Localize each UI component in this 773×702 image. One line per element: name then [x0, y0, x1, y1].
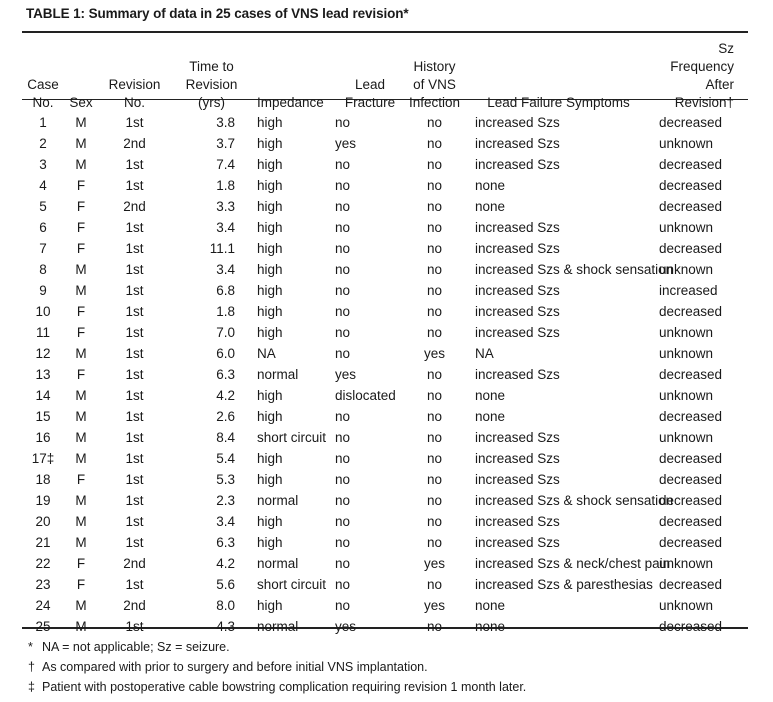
- table-row: [22, 217, 748, 238]
- cell-sz-frequency-after-revision: decreased: [659, 178, 723, 193]
- top-rule: [22, 31, 748, 33]
- cell-sex: F: [76, 367, 86, 382]
- cell-case-no: 6: [39, 220, 47, 235]
- cell-sex: M: [75, 430, 87, 445]
- cell-sz-frequency-after-revision: decreased: [659, 514, 723, 529]
- table-row: [22, 595, 748, 616]
- cell-revision-no: 1st: [125, 472, 144, 487]
- cell-sex: F: [76, 304, 86, 319]
- cell-lead-failure-symptoms: none: [475, 199, 506, 214]
- cell-lead-fracture: no: [335, 451, 351, 466]
- cell-sz-frequency-after-revision: unknown: [659, 598, 714, 613]
- cell-case-no: 4: [39, 178, 47, 193]
- cell-case-no: 24: [35, 598, 51, 613]
- cell-revision-no: 1st: [125, 262, 144, 277]
- cell-revision-no: 2nd: [123, 598, 146, 613]
- cell-time-to-revision: 6.3: [216, 535, 235, 550]
- cell-case-no: 19: [35, 493, 51, 508]
- cell-lead-fracture: dislocated: [335, 388, 396, 403]
- cell-lead-fracture: yes: [335, 367, 357, 382]
- cell-lead-fracture: no: [335, 115, 351, 130]
- cell-case-no: 22: [35, 556, 51, 571]
- cell-lead-fracture: no: [335, 409, 351, 424]
- column-header-line: After: [705, 77, 734, 92]
- column-header-history-of-vns-infection: [405, 40, 464, 112]
- cell-history-of-vns-infection: no: [426, 577, 443, 592]
- table-row: [22, 322, 748, 343]
- cell-time-to-revision: 6.3: [216, 367, 235, 382]
- cell-impedance: high: [257, 283, 283, 298]
- cell-time-to-revision: 3.4: [216, 262, 235, 277]
- column-header-line: Lead Failure Symptoms: [487, 95, 630, 110]
- footnote: [28, 637, 526, 657]
- cell-time-to-revision: 7.0: [216, 325, 235, 340]
- cell-revision-no: 1st: [125, 283, 144, 298]
- cell-time-to-revision: 3.4: [216, 514, 235, 529]
- cell-revision-no: 2nd: [123, 136, 146, 151]
- cell-lead-fracture: no: [335, 283, 351, 298]
- table-row: [22, 133, 748, 154]
- column-header-case-no: [22, 40, 64, 112]
- cell-sex: M: [75, 493, 87, 508]
- cell-case-no: 13: [35, 367, 51, 382]
- column-header-line: Fracture: [344, 95, 396, 110]
- footnote-symbol: †: [28, 660, 35, 674]
- cell-revision-no: 1st: [125, 388, 144, 403]
- cell-sex: M: [75, 262, 87, 277]
- cell-lead-failure-symptoms: increased Szs: [475, 283, 560, 298]
- column-header-line: Revision†: [674, 95, 734, 110]
- column-header-line: Infection: [408, 95, 461, 110]
- cell-impedance: high: [257, 598, 283, 613]
- table-row: [22, 511, 748, 532]
- cell-lead-fracture: yes: [335, 619, 357, 634]
- cell-lead-fracture: no: [335, 472, 351, 487]
- cell-revision-no: 1st: [125, 514, 144, 529]
- column-header-line: No.: [123, 95, 145, 110]
- table-title: TABLE 1: Summary of data in 25 cases of VNS lead revision*: [26, 6, 409, 21]
- cell-lead-fracture: no: [335, 178, 351, 193]
- column-header-line: No.: [32, 95, 54, 110]
- cell-history-of-vns-infection: no: [426, 262, 443, 277]
- cell-time-to-revision: 2.3: [216, 493, 235, 508]
- cell-case-no: 17‡: [31, 451, 55, 466]
- cell-impedance: NA: [257, 346, 276, 361]
- table-row: [22, 154, 748, 175]
- column-header-time-to-revision: [171, 40, 252, 112]
- cell-impedance: high: [257, 451, 283, 466]
- table-row: [22, 406, 748, 427]
- cell-impedance: high: [257, 262, 283, 277]
- cell-lead-failure-symptoms: increased Szs: [475, 325, 560, 340]
- cell-time-to-revision: 1.8: [216, 304, 235, 319]
- cell-impedance: normal: [257, 619, 299, 634]
- cell-history-of-vns-infection: yes: [423, 346, 445, 361]
- table-row: [22, 301, 748, 322]
- cell-sex: F: [76, 577, 86, 592]
- cell-time-to-revision: 2.6: [216, 409, 235, 424]
- cell-impedance: high: [257, 157, 283, 172]
- cell-time-to-revision: 4.2: [216, 556, 235, 571]
- cell-lead-failure-symptoms: increased Szs & paresthesias: [475, 577, 653, 592]
- cell-revision-no: 2nd: [123, 199, 146, 214]
- cell-revision-no: 1st: [125, 430, 144, 445]
- cell-lead-failure-symptoms: increased Szs: [475, 136, 560, 151]
- table-row: [22, 196, 748, 217]
- cell-impedance: high: [257, 241, 283, 256]
- cell-history-of-vns-infection: no: [426, 367, 443, 382]
- cell-impedance: high: [257, 220, 283, 235]
- cell-lead-fracture: no: [335, 514, 351, 529]
- cell-case-no: 14: [35, 388, 51, 403]
- cell-lead-fracture: no: [335, 241, 351, 256]
- cell-impedance: high: [257, 472, 283, 487]
- cell-lead-fracture: no: [335, 157, 351, 172]
- table-row: [22, 448, 748, 469]
- cell-lead-fracture: no: [335, 262, 351, 277]
- cell-time-to-revision: 11.1: [209, 241, 235, 256]
- cell-time-to-revision: 8.0: [216, 598, 235, 613]
- cell-sex: M: [75, 451, 87, 466]
- cell-revision-no: 1st: [125, 619, 144, 634]
- cell-history-of-vns-infection: no: [426, 430, 443, 445]
- cell-history-of-vns-infection: yes: [423, 598, 445, 613]
- cell-lead-fracture: no: [335, 493, 351, 508]
- cell-sex: F: [76, 220, 86, 235]
- cell-sex: M: [75, 157, 87, 172]
- column-header-lead-failure-symptoms: [464, 40, 653, 112]
- cell-case-no: 20: [35, 514, 51, 529]
- cell-lead-fracture: no: [335, 430, 351, 445]
- cell-history-of-vns-infection: no: [426, 325, 443, 340]
- cell-history-of-vns-infection: yes: [423, 556, 445, 571]
- cell-time-to-revision: 3.3: [216, 199, 235, 214]
- footnote-text: As compared with prior to surgery and before initial VNS implantation.: [42, 660, 428, 674]
- cell-sz-frequency-after-revision: decreased: [659, 493, 723, 508]
- cell-revision-no: 1st: [125, 178, 144, 193]
- cell-sex: M: [75, 346, 87, 361]
- cell-sz-frequency-after-revision: decreased: [659, 619, 723, 634]
- table-row: [22, 343, 748, 364]
- cell-time-to-revision: 3.4: [216, 220, 235, 235]
- cell-lead-failure-symptoms: increased Szs & shock sensation: [475, 262, 674, 277]
- cell-history-of-vns-infection: no: [426, 535, 443, 550]
- cell-sz-frequency-after-revision: decreased: [659, 535, 723, 550]
- footnote-symbol: *: [28, 640, 33, 654]
- cell-revision-no: 1st: [125, 535, 144, 550]
- cell-history-of-vns-infection: no: [426, 220, 443, 235]
- cell-case-no: 12: [35, 346, 51, 361]
- cell-case-no: 15: [35, 409, 51, 424]
- cell-impedance: high: [257, 535, 283, 550]
- cell-history-of-vns-infection: no: [426, 388, 443, 403]
- header-row: [22, 40, 748, 112]
- cell-case-no: 18: [35, 472, 51, 487]
- cell-sex: M: [75, 535, 87, 550]
- cell-lead-failure-symptoms: increased Szs: [475, 157, 560, 172]
- cell-lead-failure-symptoms: increased Szs: [475, 220, 560, 235]
- cell-history-of-vns-infection: no: [426, 136, 443, 151]
- cell-lead-failure-symptoms: increased Szs & shock sensation: [475, 493, 674, 508]
- cell-lead-fracture: no: [335, 598, 351, 613]
- cell-impedance: high: [257, 115, 283, 130]
- table-body: [22, 112, 748, 637]
- cell-sz-frequency-after-revision: decreased: [659, 472, 723, 487]
- footnote: [28, 677, 526, 697]
- cell-lead-failure-symptoms: none: [475, 619, 506, 634]
- cell-lead-fracture: no: [335, 556, 351, 571]
- cell-impedance: normal: [257, 367, 299, 382]
- cell-sex: F: [76, 199, 86, 214]
- column-header-impedance: [252, 40, 335, 112]
- cell-sex: M: [75, 136, 87, 151]
- cell-time-to-revision: 4.2: [216, 388, 235, 403]
- cell-lead-fracture: no: [335, 220, 351, 235]
- cell-sz-frequency-after-revision: decreased: [659, 409, 723, 424]
- cell-case-no: 16: [35, 430, 51, 445]
- cell-revision-no: 1st: [125, 241, 144, 256]
- cell-sz-frequency-after-revision: unknown: [659, 262, 714, 277]
- cell-time-to-revision: 4.3: [216, 619, 235, 634]
- cell-impedance: high: [257, 199, 283, 214]
- cell-sex: M: [75, 619, 87, 634]
- cell-impedance: high: [257, 136, 283, 151]
- table-row: [22, 490, 748, 511]
- cell-lead-fracture: yes: [335, 136, 357, 151]
- cell-history-of-vns-infection: no: [426, 514, 443, 529]
- cell-lead-fracture: no: [335, 304, 351, 319]
- cell-sex: M: [75, 598, 87, 613]
- cell-sz-frequency-after-revision: unknown: [659, 136, 714, 151]
- cell-impedance: high: [257, 304, 283, 319]
- cell-case-no: 21: [35, 535, 51, 550]
- column-header-lead-fracture: [335, 40, 405, 112]
- cell-sex: F: [76, 325, 86, 340]
- cell-revision-no: 1st: [125, 493, 144, 508]
- column-header-line: Impedance: [257, 95, 324, 110]
- cell-lead-fracture: no: [335, 325, 351, 340]
- cell-sz-frequency-after-revision: unknown: [659, 346, 714, 361]
- cell-lead-failure-symptoms: none: [475, 178, 506, 193]
- cell-case-no: 23: [35, 577, 51, 592]
- column-header-line: Sz Frequency: [670, 41, 734, 74]
- column-header-line: Sex: [69, 95, 93, 110]
- table-row: [22, 112, 748, 133]
- cell-lead-failure-symptoms: increased Szs: [475, 535, 560, 550]
- cell-case-no: 9: [39, 283, 47, 298]
- cell-sex: F: [76, 241, 86, 256]
- cell-lead-fracture: no: [335, 346, 351, 361]
- cell-sz-frequency-after-revision: unknown: [659, 430, 714, 445]
- table-row: [22, 175, 748, 196]
- cell-history-of-vns-infection: no: [426, 472, 443, 487]
- cell-impedance: short circuit: [257, 430, 327, 445]
- table-row: [22, 280, 748, 301]
- cell-time-to-revision: 5.3: [216, 472, 235, 487]
- cell-revision-no: 1st: [125, 115, 144, 130]
- column-header-line: History: [413, 59, 456, 74]
- cell-case-no: 25: [35, 619, 51, 634]
- column-header-line: of VNS: [413, 77, 456, 92]
- cell-sz-frequency-after-revision: increased: [659, 283, 718, 298]
- table-row: [22, 364, 748, 385]
- column-header-line: Time to: [189, 59, 234, 74]
- cell-impedance: high: [257, 409, 283, 424]
- cell-lead-failure-symptoms: increased Szs: [475, 304, 560, 319]
- table-row: [22, 238, 748, 259]
- cell-history-of-vns-infection: no: [426, 409, 443, 424]
- cell-sz-frequency-after-revision: decreased: [659, 577, 723, 592]
- cell-lead-failure-symptoms: increased Szs: [475, 241, 560, 256]
- cell-history-of-vns-infection: no: [426, 451, 443, 466]
- footnote-symbol: ‡: [28, 680, 35, 694]
- cell-sz-frequency-after-revision: decreased: [659, 199, 723, 214]
- cell-history-of-vns-infection: no: [426, 157, 443, 172]
- column-header-line: Case: [27, 77, 59, 92]
- cell-sz-frequency-after-revision: decreased: [659, 367, 723, 382]
- cell-impedance: normal: [257, 556, 299, 571]
- cell-history-of-vns-infection: no: [426, 199, 443, 214]
- cell-time-to-revision: 6.8: [216, 283, 235, 298]
- cell-case-no: 2: [39, 136, 47, 151]
- table-row: [22, 616, 748, 637]
- cell-lead-failure-symptoms: none: [475, 388, 506, 403]
- cell-revision-no: 1st: [125, 346, 144, 361]
- cell-lead-failure-symptoms: increased Szs: [475, 115, 560, 130]
- cell-time-to-revision: 6.0: [216, 346, 235, 361]
- cell-case-no: 5: [39, 199, 47, 214]
- column-header-line: Revision (yrs): [185, 77, 238, 110]
- cell-impedance: high: [257, 514, 283, 529]
- cell-sz-frequency-after-revision: unknown: [659, 325, 714, 340]
- cell-sex: F: [76, 472, 86, 487]
- cell-lead-failure-symptoms: increased Szs: [475, 430, 560, 445]
- cell-sex: M: [75, 283, 87, 298]
- cell-time-to-revision: 8.4: [216, 430, 235, 445]
- cell-sex: M: [75, 115, 87, 130]
- footnote-text: NA = not applicable; Sz = seizure.: [42, 640, 230, 654]
- cell-sex: M: [75, 409, 87, 424]
- cell-history-of-vns-infection: no: [426, 283, 443, 298]
- cell-revision-no: 1st: [125, 304, 144, 319]
- cell-revision-no: 1st: [125, 157, 144, 172]
- table-row: [22, 574, 748, 595]
- cell-lead-failure-symptoms: none: [475, 598, 506, 613]
- cell-impedance: normal: [257, 493, 299, 508]
- cell-history-of-vns-infection: no: [426, 241, 443, 256]
- cell-sz-frequency-after-revision: decreased: [659, 304, 723, 319]
- cell-sz-frequency-after-revision: decreased: [659, 241, 723, 256]
- cell-case-no: 8: [39, 262, 47, 277]
- cell-lead-fracture: no: [335, 535, 351, 550]
- cell-impedance: high: [257, 388, 283, 403]
- cell-case-no: 7: [39, 241, 47, 256]
- cell-revision-no: 1st: [125, 577, 144, 592]
- table-row: [22, 469, 748, 490]
- cell-history-of-vns-infection: no: [426, 115, 443, 130]
- cell-case-no: 3: [39, 157, 47, 172]
- cell-lead-failure-symptoms: none: [475, 409, 506, 424]
- cell-time-to-revision: 7.4: [216, 157, 235, 172]
- table-row: [22, 553, 748, 574]
- cell-case-no: 1: [39, 115, 47, 130]
- cell-lead-failure-symptoms: NA: [475, 346, 494, 361]
- cell-time-to-revision: 1.8: [216, 178, 235, 193]
- cell-revision-no: 1st: [125, 220, 144, 235]
- cell-case-no: 11: [35, 325, 50, 340]
- cell-lead-failure-symptoms: increased Szs: [475, 472, 560, 487]
- cell-revision-no: 2nd: [123, 556, 146, 571]
- data-table: [22, 40, 748, 637]
- cell-sex: F: [76, 556, 86, 571]
- cell-revision-no: 1st: [125, 451, 144, 466]
- cell-history-of-vns-infection: no: [426, 619, 443, 634]
- table-row: [22, 385, 748, 406]
- table-row: [22, 427, 748, 448]
- cell-revision-no: 1st: [125, 409, 144, 424]
- cell-history-of-vns-infection: no: [426, 304, 443, 319]
- column-header-line: Revision: [108, 77, 161, 92]
- cell-lead-fracture: no: [335, 577, 351, 592]
- cell-revision-no: 1st: [125, 325, 144, 340]
- cell-history-of-vns-infection: no: [426, 493, 443, 508]
- cell-impedance: high: [257, 178, 283, 193]
- column-header-line: Lead: [354, 77, 386, 92]
- cell-time-to-revision: 3.8: [216, 115, 235, 130]
- cell-history-of-vns-infection: no: [426, 178, 443, 193]
- column-header-sex: [64, 40, 98, 112]
- cell-lead-failure-symptoms: increased Szs & neck/chest pain: [475, 556, 671, 571]
- cell-impedance: high: [257, 325, 283, 340]
- cell-sex: M: [75, 514, 87, 529]
- cell-time-to-revision: 5.4: [216, 451, 235, 466]
- table-row: [22, 259, 748, 280]
- cell-time-to-revision: 5.6: [216, 577, 235, 592]
- column-header-revision-no: [98, 40, 171, 112]
- cell-sz-frequency-after-revision: unknown: [659, 556, 714, 571]
- cell-sz-frequency-after-revision: decreased: [659, 157, 723, 172]
- cell-lead-failure-symptoms: increased Szs: [475, 367, 560, 382]
- cell-lead-fracture: no: [335, 199, 351, 214]
- footnote-text: Patient with postoperative cable bowstring complication requiring revision 1 month later.: [42, 680, 527, 694]
- cell-sz-frequency-after-revision: unknown: [659, 388, 714, 403]
- cell-sz-frequency-after-revision: decreased: [659, 451, 723, 466]
- footnote: [28, 657, 526, 677]
- cell-lead-failure-symptoms: increased Szs: [475, 514, 560, 529]
- cell-revision-no: 1st: [125, 367, 144, 382]
- cell-sz-frequency-after-revision: decreased: [659, 115, 723, 130]
- cell-sex: M: [75, 388, 87, 403]
- cell-sz-frequency-after-revision: unknown: [659, 220, 714, 235]
- cell-lead-failure-symptoms: increased Szs: [475, 451, 560, 466]
- column-header-sz-frequency-after-revision: [653, 40, 748, 112]
- cell-time-to-revision: 3.7: [216, 136, 235, 151]
- cell-impedance: short circuit: [257, 577, 327, 592]
- cell-sex: F: [76, 178, 86, 193]
- table-row: [22, 532, 748, 553]
- footnotes: [28, 637, 526, 697]
- cell-case-no: 10: [35, 304, 51, 319]
